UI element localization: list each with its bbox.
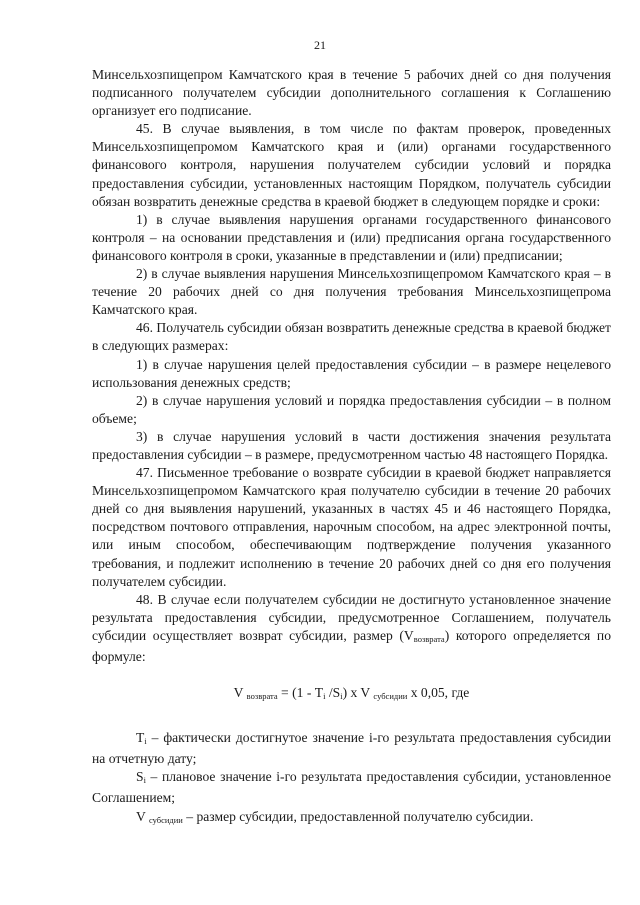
paragraph-continuation: Минсельхозпищепром Камчатского края в течение 5 рабочих дней со дня получения подписанного получателем субсидии дополнительного соглашения к Соглашению организует его подписание. (92, 67, 611, 119)
paragraph-46-item-3: 3) в случае нарушения условий в части достижения значения результата предоставления субсидии – в размере, предусмотренном частью 48 настоящего Порядка. (92, 428, 611, 462)
definition-s: Si – плановое значение i-го результата предоставления субсидии, установленное Соглашением; (92, 769, 611, 806)
paragraph-47: 47. Письменное требование о возврате субсидии в краевой бюджет направляется Минсельхозпищепромом Камчатского края получателю субсидии в течение 20 рабочих дней со дня выявления нарушений, указанных в частях 45 и 46 настоящего Порядка, посредством почтового отправления, нарочным способом, на адрес электронной почты, или иным способом, обеспечивающим подтверждение получения указанного требования, и подлежит исполнению в течение 20 рабочих дней со дня его получения получателем субсидии. (92, 465, 611, 589)
paragraph-46: 46. Получатель субсидии обязан возвратить денежные средства в краевой бюджет в следующих размерах: (92, 320, 611, 354)
definition-t: Ti – фактически достигнутое значение i-го результата предоставления субсидии на отчетную дату; (92, 730, 611, 767)
definition-v: V $_{субсидии}$ – размер субсидии, предоставленной получателю субсидии. (136, 808, 534, 825)
page-number: 21 (314, 38, 326, 52)
document-body (92, 66, 611, 829)
paragraph-46-item-1: 1) в случае нарушения целей предоставления субсидии – в размере нецелевого использования денежных средств; (92, 356, 611, 390)
paragraph-48: 48. В случае если получателем субсидии не достигнуто установленное значение результата предоставления субсидии, предусмотренное Соглашением, получатель субсидии осуществляет возврат субсидии, размер $(V_{возврата})$ которого определяется по формуле: (92, 591, 611, 664)
formula: V $_{возврата}$ = (1 - Ti /Si) x V $_{субсидии}$ x 0,05, где (233, 685, 470, 702)
paragraph-45: 45. В случае выявления, в том числе по фактам проверок, проведенных Минсельхозпищепромом Камчатского края и (или) органами государственного финансового контроля, нарушения получателем субсидии условий и порядка предоставления субсидии, установленных настоящим Порядком, получатель субсидии обязан возвратить денежные средства в краевой бюджет в следующем порядке и сроки: (92, 121, 611, 209)
paragraph-45-item-2: 2) в случае выявления нарушения Минсельхозпищепромом Камчатского края – в течение 20 рабочих дней со дня получения требования Минсельхозпищепрома Камчатского края. (92, 266, 611, 318)
paragraph-46-item-2: 2) в случае нарушения условий и порядка предоставления субсидии – в полном объеме; (92, 392, 611, 426)
paragraph-45-item-1: 1) в случае выявления нарушения органами государственного финансового контроля – на основании представления и (или) предписания органа государственного финансового контроля в сроки, указанные в представлении и (или) предписании; (92, 211, 611, 263)
